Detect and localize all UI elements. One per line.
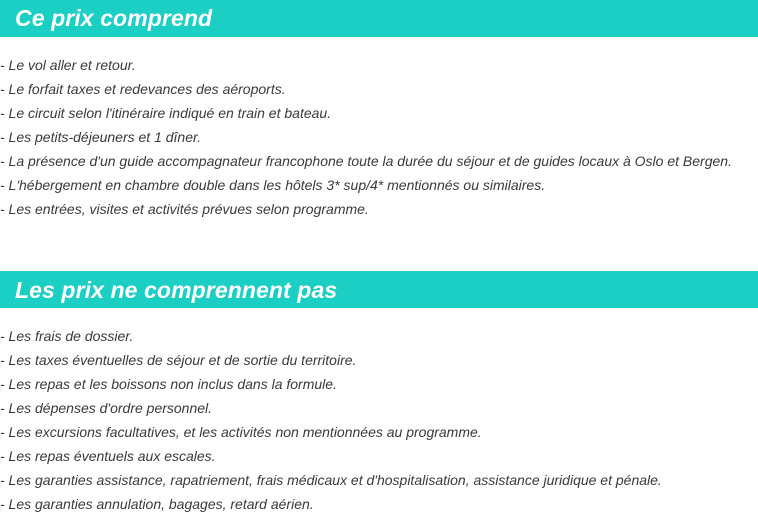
excluded-title: Les prix ne comprennent pas <box>15 277 338 303</box>
included-title: Ce prix comprend <box>15 5 213 31</box>
list-item: - Le vol aller et retour. <box>0 57 136 73</box>
list-item: - Les repas et les boissons non inclus dans la formule. <box>0 376 337 392</box>
list-item: - Le forfait taxes et redevances des aéroports. <box>0 81 286 97</box>
list-item: - Le circuit selon l'itinéraire indiqué en train et bateau. <box>0 105 332 121</box>
list-item: - Les garanties annulation, bagages, retard aérien. <box>0 496 314 512</box>
excluded-list <box>0 324 758 516</box>
included-list <box>0 53 758 221</box>
list-item: - Les repas éventuels aux escales. <box>0 448 216 464</box>
excluded-header-band <box>0 271 758 308</box>
list-item: - Les entrées, visites et activités prévues selon programme. <box>0 201 369 217</box>
list-item: - Les frais de dossier. <box>0 328 134 344</box>
list-item: - Les dépenses d'ordre personnel. <box>0 400 213 416</box>
list-item: - Les excursions facultatives, et les activités non mentionnées au programme. <box>0 424 482 440</box>
list-item: - Les garanties assistance, rapatriement, frais médicaux et d'hospitalisation, assistance juridique et pénale. <box>0 472 662 488</box>
list-item: - La présence d'un guide accompagnateur francophone toute la durée du séjour et de guides locaux à Oslo et Bergen. <box>0 153 732 169</box>
included-header-band <box>0 0 758 37</box>
list-item: - Les petits-déjeuners et 1 dîner. <box>0 129 202 145</box>
list-item: - L'hébergement en chambre double dans les hôtels 3* sup/4* mentionnés ou similaires. <box>0 177 546 193</box>
list-item: - Les taxes éventuelles de séjour et de sortie du territoire. <box>0 352 357 368</box>
